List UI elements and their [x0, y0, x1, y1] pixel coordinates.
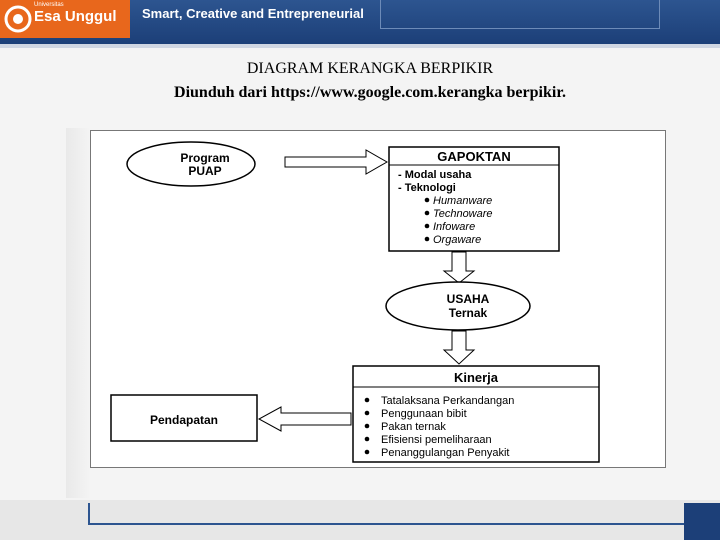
framework-diagram: [90, 130, 666, 468]
kinerja-item: Pakan ternak: [381, 421, 446, 433]
bullet-icon: [365, 411, 370, 416]
arrow-usaha-to-kinerja: [444, 331, 474, 364]
gapoktan-item: - Teknologi: [398, 182, 456, 194]
gapoktan-subitem: Humanware: [433, 195, 493, 207]
bullet-icon: [425, 198, 430, 203]
kinerja-title: Kinerja: [453, 370, 499, 385]
arrow-program-to-gapoktan: [285, 150, 387, 174]
program-label: Program: [180, 151, 230, 165]
kinerja-item: Efisiensi pemeliharaan: [381, 434, 492, 446]
slide-subtitle: Diunduh dari https://www.google.com.kerangka berpikir.: [174, 84, 566, 101]
logo-emblem-icon: [3, 4, 33, 34]
arrow-kinerja-to-pendapatan: [259, 407, 351, 431]
slide-title: DIAGRAM KERANGKA BERPIKIR: [246, 60, 494, 77]
gapoktan-title: GAPOKTAN: [437, 149, 511, 164]
arrow-gapoktan-to-usaha: [444, 252, 474, 283]
kinerja-item: Tatalaksana Perkandangan: [381, 395, 515, 407]
logo-subtext: Universitas: [34, 2, 64, 8]
bullet-icon: [365, 437, 370, 442]
gapoktan-subitem: Infoware: [433, 221, 476, 233]
diagram-canvas: [91, 131, 665, 467]
footer-frame: [88, 503, 692, 525]
ternak-label: Ternak: [448, 306, 488, 320]
footer-corner: [684, 503, 720, 540]
bullet-icon: [425, 224, 430, 229]
gapoktan-item: - Modal usaha: [398, 169, 472, 181]
pendapatan-label: Pendapatan: [149, 413, 219, 427]
bullet-icon: [425, 211, 430, 216]
gapoktan-subitem: Orgaware: [433, 234, 482, 246]
kinerja-item: Penanggulangan Penyakit: [381, 447, 510, 459]
bullet-icon: [365, 450, 370, 455]
header-divider: [0, 44, 720, 48]
kinerja-item: Penggunaan bibit: [381, 408, 467, 420]
header-frame: [380, 0, 660, 29]
gapoktan-subitem: Technoware: [433, 208, 493, 220]
slide-shadow: [66, 128, 90, 498]
puap-label: PUAP: [188, 164, 222, 178]
bullet-icon: [365, 398, 370, 403]
logo-name: Esa Unggul: [34, 8, 117, 25]
university-logo: [0, 0, 130, 38]
bullet-icon: [425, 237, 430, 242]
bullet-icon: [365, 424, 370, 429]
usaha-label: USAHA: [446, 292, 490, 306]
header-tagline: Smart, Creative and Entrepreneurial: [142, 6, 364, 21]
